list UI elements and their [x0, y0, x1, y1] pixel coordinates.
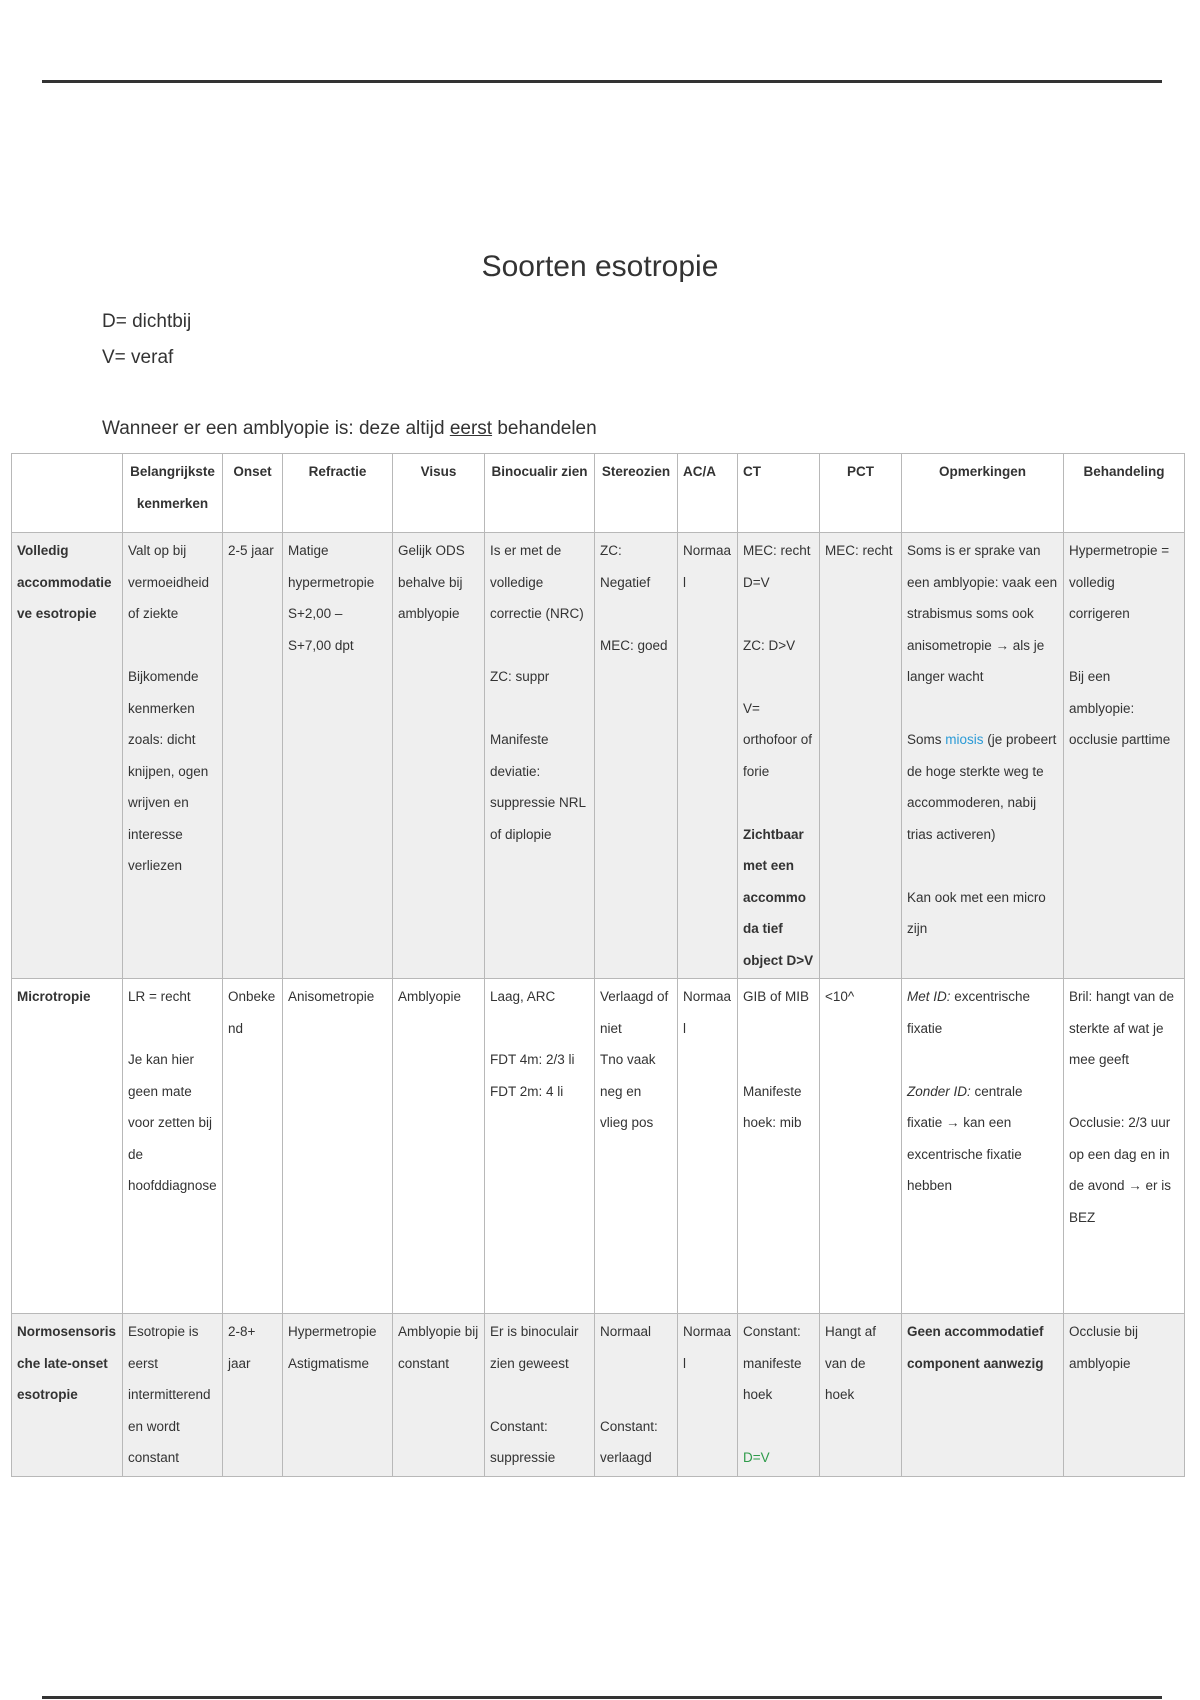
cell-pct: MEC: recht — [820, 533, 902, 979]
row-name-microtropie: Microtropie — [12, 979, 123, 1314]
header-empty — [12, 454, 123, 533]
cell-visus: Amblyopie — [393, 979, 485, 1314]
cell-opmerkingen — [902, 533, 1064, 979]
cell-text: D=V — [743, 1450, 770, 1465]
header-binocular: Binocualir zien — [485, 454, 595, 533]
cell-text: (je probeert de hoge sterkte weg te accommoderen, nabij trias activeren) — [907, 732, 1057, 842]
cell-kenmerken — [123, 979, 223, 1314]
cell-text: V= orthofoor of forie — [743, 700, 813, 779]
cell-stereo — [595, 1314, 678, 1477]
cell-text: Verlaagd of niet — [600, 989, 669, 1036]
header-ct: CT — [738, 454, 820, 533]
cell-text: Bril: hangt van de sterkte af wat je mee geeft — [1069, 989, 1175, 1067]
row-name-accommodatief: Volledig accommodatieve esotropie — [12, 533, 123, 979]
legend-v: V= veraf — [102, 347, 174, 368]
cell-refractie: Matige hypermetropie S+2,00 – S+7,00 dpt — [283, 533, 393, 979]
cell-text: Tno vaak neg en vlieg pos — [600, 1052, 656, 1130]
cell-text: Er is binoculair zien geweest — [490, 1324, 579, 1371]
cell-text: FDT 2m: 4 li — [490, 1083, 564, 1099]
note-underlined-word: eerst — [449, 418, 493, 439]
cell-onset: 2-8+ jaar — [223, 1314, 283, 1477]
table-header-row — [12, 454, 1185, 533]
header-opmerkingen: Opmerkingen — [902, 454, 1064, 533]
cell-text — [907, 1076, 1058, 1202]
cell-behandeling: Occlusie bij amblyopie — [1064, 1314, 1185, 1477]
table-row — [12, 1314, 1185, 1477]
note-text-after: behandelen — [492, 418, 597, 439]
footer-rule — [42, 1696, 1162, 1699]
cell-behandeling — [1064, 533, 1185, 979]
legend-d: D= dichtbij — [102, 311, 192, 332]
cell-text: ZC: suppr — [490, 669, 550, 684]
header-refractie: Refractie — [283, 454, 393, 533]
cell-aca: Normaal — [678, 1314, 738, 1477]
cell-refractie: Anisometropie — [283, 979, 393, 1314]
header-rule — [42, 80, 1162, 83]
cell-refractie — [283, 1314, 393, 1477]
cell-ct — [738, 1314, 820, 1477]
cell-binocular — [485, 533, 595, 979]
header-aca: AC/A — [678, 454, 738, 533]
cell-text: MEC: goed — [600, 637, 668, 653]
cell-pct: Hangt af van de hoek — [820, 1314, 902, 1477]
cell-text: Bij een amblyopie: occlusie parttime — [1069, 669, 1171, 747]
cell-text: Is er met de volledige correctie (NRC) — [490, 543, 584, 621]
header-behandeling: Behandeling — [1064, 454, 1185, 533]
cell-label: Met ID: — [907, 989, 951, 1004]
cell-opmerkingen: Geen accommodatief component aanwezig — [902, 1314, 1064, 1477]
cell-text: Constant: suppressie — [490, 1418, 556, 1465]
cell-text: ZC: Negatief — [600, 543, 651, 590]
cell-stereo — [595, 979, 678, 1314]
cell-onset: Onbekend — [223, 979, 283, 1314]
cell-label: Zonder ID: — [907, 1083, 971, 1099]
cell-text: Bijkomende kenmerken zoals: dicht knijpen, ogen wrijven en interesse verliezen — [128, 669, 209, 873]
abbreviation-legend — [102, 304, 191, 376]
cell-aca: Normaal — [678, 979, 738, 1314]
cell-binocular — [485, 1314, 595, 1477]
cell-text: excentrische fixatie — [907, 989, 1031, 1036]
cell-text: ZC: D>V — [743, 637, 796, 653]
cell-pct: <10^ — [820, 979, 902, 1314]
cell-text: GIB of MIB — [743, 989, 810, 1004]
cell-text: Zichtbaar met een accommoda tief object D>V — [743, 826, 814, 968]
cell-text: Kan ook met een micro zijn — [907, 889, 1046, 936]
miosis-term: miosis — [945, 732, 984, 747]
cell-text: Normaal — [600, 1324, 652, 1339]
cell-binocular — [485, 979, 595, 1314]
page-title: Soorten esotropie — [481, 250, 719, 283]
header-pct: PCT — [820, 454, 902, 533]
cell-ct — [738, 533, 820, 979]
cell-text: Manifeste hoek: mib — [743, 1083, 802, 1130]
cell-text: Constant: verlaagd — [600, 1418, 658, 1465]
cell-visus: Amblyopie bij constant — [393, 1314, 485, 1477]
cell-text — [907, 981, 1058, 1044]
note-text-before: Wanneer er een amblyopie is: deze altijd — [102, 418, 450, 439]
esotropia-table — [11, 453, 1185, 1477]
cell-behandeling — [1064, 979, 1185, 1314]
cell-text: FDT 4m: 2/3 li — [490, 1052, 575, 1067]
cell-text: Laag, ARC — [490, 989, 556, 1004]
header-onset: Onset — [223, 454, 283, 533]
cell-text: Occlusie: 2/3 uur op een dag en in de avond → er is BEZ — [1069, 1115, 1172, 1225]
cell-aca: Normaal — [678, 533, 738, 979]
header-stereo: Stereozien — [595, 454, 678, 533]
cell-opmerkingen — [902, 979, 1064, 1314]
header-visus: Visus — [393, 454, 485, 533]
cell-stereo — [595, 533, 678, 979]
cell-ct — [738, 979, 820, 1314]
cell-onset: 2-5 jaar — [223, 533, 283, 979]
cell-text: Je kan hier geen mate voor zetten bij de hoofddiagnose — [128, 1052, 217, 1193]
row-name-normosensorisch: Normosensorische late-onset esotropie — [12, 1314, 123, 1477]
cell-text: Constant: manifeste hoek — [743, 1324, 802, 1402]
cell-text: Soms — [907, 732, 946, 747]
cell-text: Soms is er sprake van een amblyopie: vaak een strabismus soms ook anisometropie → als je langer wacht — [907, 543, 1058, 684]
table-row — [12, 533, 1185, 979]
cell-kenmerken: Esotropie is eerst intermitterend en wordt constant — [123, 1314, 223, 1477]
cell-visus: Gelijk ODS behalve bij amblyopie — [393, 533, 485, 979]
amblyopia-note — [102, 418, 597, 440]
cell-text: MEC: recht D=V — [743, 543, 811, 590]
table-row — [12, 979, 1185, 1314]
cell-text: Manifeste deviatie: suppressie NRL of diplopie — [490, 732, 586, 842]
cell-text: Hypermetropie — [288, 1324, 377, 1339]
header-kenmerken: Belangrijkste kenmerken — [123, 454, 223, 533]
cell-kenmerken — [123, 533, 223, 979]
cell-text: LR = recht — [128, 989, 191, 1004]
cell-text: Valt op bij vermoeidheid of ziekte — [128, 543, 210, 621]
cell-text: centrale fixatie → kan een excentrische fixatie hebben — [907, 1083, 1023, 1193]
cell-text: Hypermetropie = volledig corrigeren — [1069, 543, 1170, 621]
cell-text: Astigmatisme — [288, 1355, 370, 1371]
cell-text — [907, 724, 1058, 850]
